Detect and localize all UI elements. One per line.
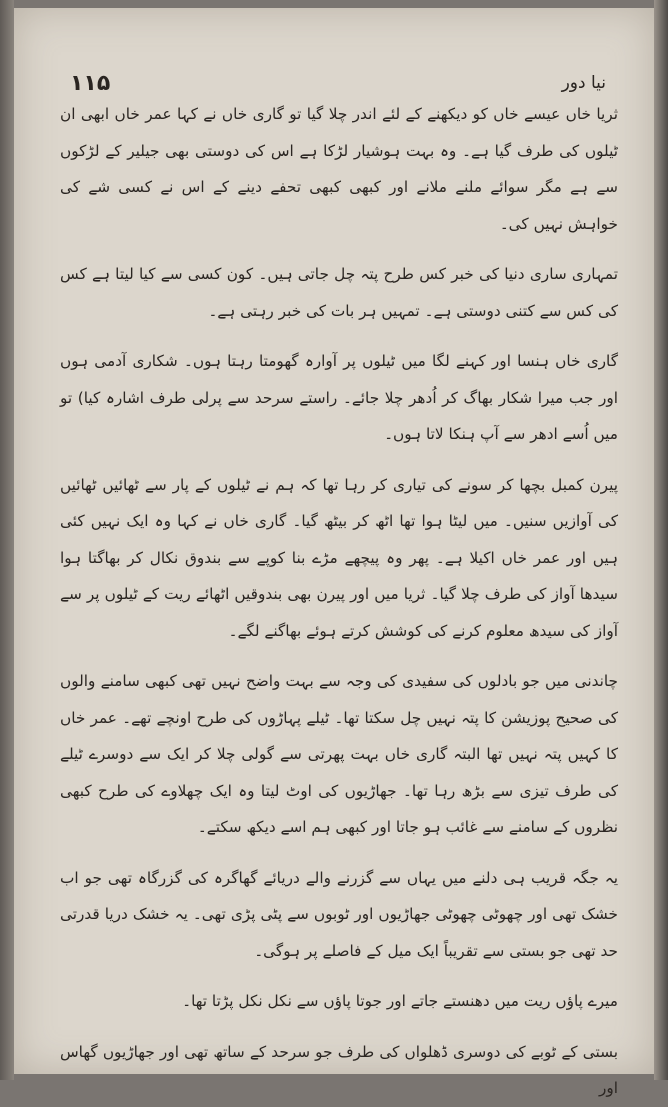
running-title: نیا دور [561,73,606,93]
paragraph-3: گاری خاں ہنسا اور کہنے لگا میں ٹیلوں پر آوارہ گھومتا رہتا ہوں۔ شکاری آدمی ہوں اور جب میرا شکار بھاگ کر اُدھر چلا جائے۔ راستے سرحد سے پرلی طرف اشارہ کیا) تو میں اُسے ادھر سے آپ ہنکا لاتا ہوں۔ [60,352,618,443]
paragraph-5: چاندنی میں جو بادلوں کی سفیدی کی وجہ سے بہت واضح نہیں تھی کبھی سامنے والوں کی صحیح پوزیشن کا پتہ نہیں چل سکتا تھا۔ ٹیلے پہاڑوں کی طرح اونچے تھے۔ عمر خاں کا کہیں پتہ نہیں تھا البتہ گاری خاں بہت پھرتی سے گولی چلا کر ایک سے دوسرے ٹیلے کی طرف تیزی سے بڑھ رہا تھا۔ جھاڑیوں کی اوٹ لیتا وہ ایک چھلاوے کی طرح کبھی نظروں کے سامنے سے غائب ہو جاتا اور کبھی ہم اسے دیکھ سکتے۔ [60,672,618,836]
paragraph-4: پیرن کمبل بچھا کر سونے کی تیاری کر رہا تھا کہ ہم نے ٹیلوں کے پار سے ٹھائیں ٹھائیں کی آوازیں سنیں۔ میں لیٹا ہوا تھا اٹھ کر بیٹھ گیا۔ گاری خاں نے کہا وہ ایک نہیں کئی ہیں اور عمر خاں اکیلا ہے۔ پھر وہ پیچھے مڑے بنا کوپے سے بندوق نکال کر بھاگتا ہوا سیدھا آواز کی طرف چلا گیا۔ ثریا میں اور پیرن بھی بندوقیں اٹھائے ریت کے ٹیلوں پر سے آواز کی سیدھ معلوم کرنے کی کوشش کرتے ہوئے بھاگنے لگے۔ [60,475,618,640]
book-edge-right [654,0,668,1080]
page-header [70,66,606,100]
paragraph-7: میرے پاؤں ریت میں دھنستے جاتے اور جوتا پاؤں سے نکل نکل پڑتا تھا۔ [182,992,618,1010]
body-text [60,96,618,1107]
paragraph-8: بستی کے ٹوبے کی دوسری ڈھلواں کی طرف جو سرحد کے ساتھ تھی اور جھاڑیوں گھاس اور [60,1042,618,1097]
paragraph-2: تمہاری ساری دنیا کی خبر کس طرح پتہ چل جاتی ہیں۔ کون کسی سے کیا لیتا ہے کس کی کس سے کتنی دوستی ہے۔ تمہیں ہر بات کی خبر رہتی ہے۔ [60,265,618,320]
page-number: ۱۱۵ [70,70,111,96]
paragraph-6: یہ جگہ قریب ہی دلنے میں یہاں سے گزرنے والے دریائے گھاگرہ کی گزرگاہ تھی جو اب خشک تھی اور چھوٹی چھوٹی جھاڑیوں اور ٹوبوں سے پٹی پڑی تھی۔ یہ خشک دریا قدرتی حد تھی جو بستی سے تقریباً ایک میل کے فاصلے پر ہوگی۔ [60,868,618,960]
book-gutter-left [0,0,14,1080]
paragraph-1: ثریا خاں عیسے خاں کو دیکھنے کے لئے اندر چلا گیا تو گاری خاں نے کہا عمر خاں ابھی ان ٹیلوں کی طرف گیا ہے۔ وہ بہت ہوشیار لڑکا ہے اس کی دوستی بھی جیلیر کے لڑکوں سے ہے مگر سوائے ملنے ملانے اور کبھی کبھی تحفے دینے کے اس نے کسی شے کی خواہش نہیں کی۔ [60,105,618,233]
